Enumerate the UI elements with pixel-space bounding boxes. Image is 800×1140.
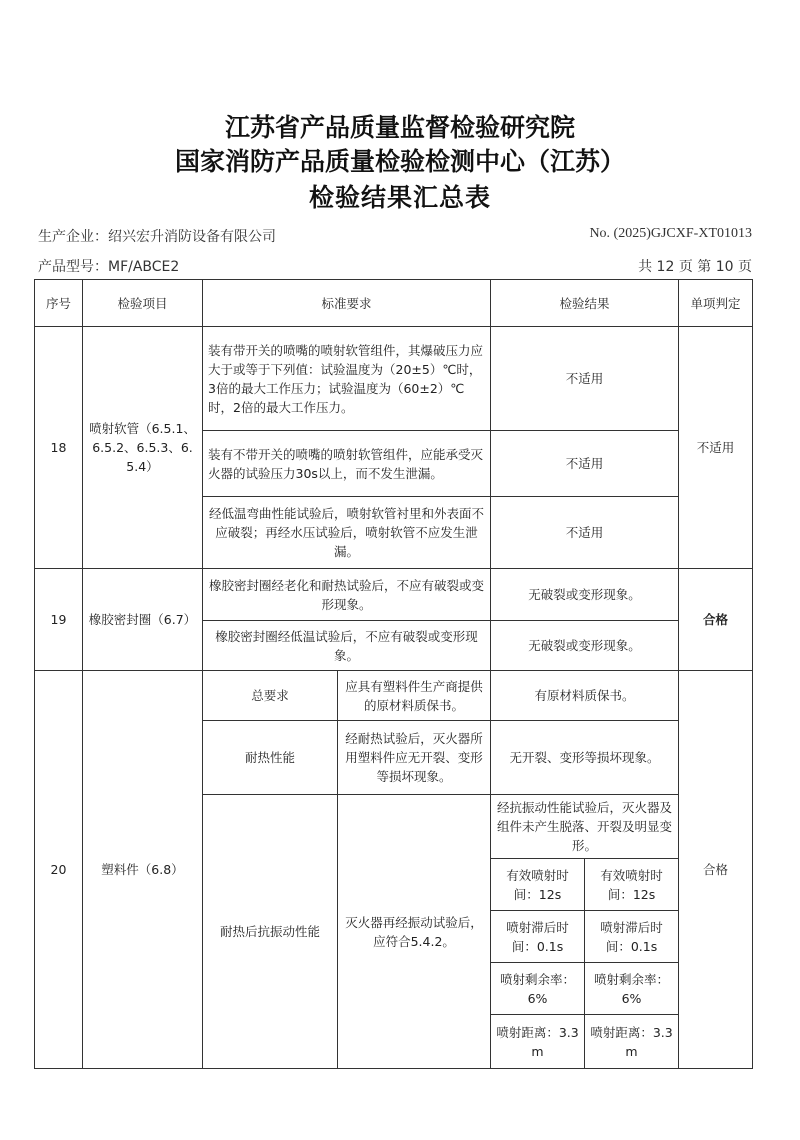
- verdict-cell: 合格: [679, 671, 753, 1069]
- requirement-cell: 灭火器再经振动试验后，应符合5.4.2。: [338, 795, 491, 1069]
- requirement-cell: 应具有塑料件生产商提供的原材料质保书。: [338, 671, 491, 721]
- result-cell: 有原材料质保书。: [491, 671, 679, 721]
- header-seq: 序号: [35, 280, 83, 327]
- result-cell: 不适用: [491, 327, 679, 431]
- result-cell: 无破裂或变形现象。: [491, 621, 679, 671]
- header-item: 检验项目: [83, 280, 203, 327]
- header-result: 检验结果: [491, 280, 679, 327]
- page-counter: 共 12 页 第 10 页: [638, 259, 752, 275]
- model-label: 产品型号：MF/ABCE2: [38, 259, 180, 275]
- result-cell: 无破裂或变形现象。: [491, 569, 679, 621]
- result-cell: 无开裂、变形等损坏现象。: [491, 721, 679, 795]
- measurement-cell: 喷射滞后时间：0.1s: [585, 911, 679, 963]
- enterprise-label: 生产企业：绍兴宏升消防设备有限公司: [38, 229, 276, 245]
- header-requirement: 标准要求: [203, 280, 491, 327]
- item-cell: 喷射软管（6.5.1、6.5.2、6.5.3、6.5.4）: [83, 327, 203, 569]
- verdict-cell: 不适用: [679, 327, 753, 569]
- results-table: [34, 279, 753, 1069]
- table-row: [35, 569, 753, 621]
- measurement-cell: 喷射剩余率：6%: [491, 963, 585, 1015]
- report-number: No. (2025)GJCXF-XT01013: [589, 226, 752, 241]
- table-title: 检验结果汇总表: [308, 183, 491, 212]
- institute-title: 江苏省产品质量监督检验研究院: [224, 113, 575, 142]
- requirement-cell: 经耐热试验后，灭火器所用塑料件应无开裂、变形等损坏现象。: [338, 721, 491, 795]
- center-title: 国家消防产品质量检验检测中心（江苏）: [174, 147, 625, 176]
- measurement-cell: 喷射滞后时间：0.1s: [491, 911, 585, 963]
- requirement-cell: 装有不带开关的喷嘴的喷射软管组件，应能承受灭火器的试验压力30s以上，而不发生泄漏。: [203, 431, 491, 497]
- measurement-cell: 喷射距离：3.3m: [491, 1015, 585, 1069]
- requirement-cell: 橡胶密封圈经低温试验后，不应有破裂或变形现象。: [203, 621, 491, 671]
- item-cell: 塑料件（6.8）: [83, 671, 203, 1069]
- result-cell: 经抗振动性能试验后，灭火器及组件未产生脱落、开裂及明显变形。: [491, 795, 679, 859]
- seq-cell: 18: [35, 327, 83, 569]
- result-cell: 不适用: [491, 497, 679, 569]
- measurement-cell: 喷射剩余率：6%: [585, 963, 679, 1015]
- seq-cell: 19: [35, 569, 83, 671]
- requirement-cell: 经低温弯曲性能试验后，喷射软管衬里和外表面不应破裂；再经水压试验后，喷射软管不应发生泄漏。: [203, 497, 491, 569]
- subitem-cell: 耐热性能: [203, 721, 338, 795]
- measurement-cell: 有效喷射时间：12s: [491, 859, 585, 911]
- table-row: [35, 671, 753, 721]
- header-verdict: 单项判定: [679, 280, 753, 327]
- verdict-cell: 合格: [679, 569, 753, 671]
- requirement-cell: 装有带开关的喷嘴的喷射软管组件，其爆破压力应大于或等于下列值：试验温度为（20±5）℃时，3倍的最大工作压力；试验温度为（60±2）℃时，2倍的最大工作压力。: [203, 327, 491, 431]
- result-cell: 不适用: [491, 431, 679, 497]
- measurement-cell: 喷射距离：3.3m: [585, 1015, 679, 1069]
- header-row: [35, 280, 753, 327]
- item-cell: 橡胶密封圈（6.7）: [83, 569, 203, 671]
- seq-cell: 20: [35, 671, 83, 1069]
- subitem-cell: 总要求: [203, 671, 338, 721]
- subitem-cell: 耐热后抗振动性能: [203, 795, 338, 1069]
- requirement-cell: 橡胶密封圈经老化和耐热试验后，不应有破裂或变形现象。: [203, 569, 491, 621]
- table-row: [35, 327, 753, 431]
- measurement-cell: 有效喷射时间：12s: [585, 859, 679, 911]
